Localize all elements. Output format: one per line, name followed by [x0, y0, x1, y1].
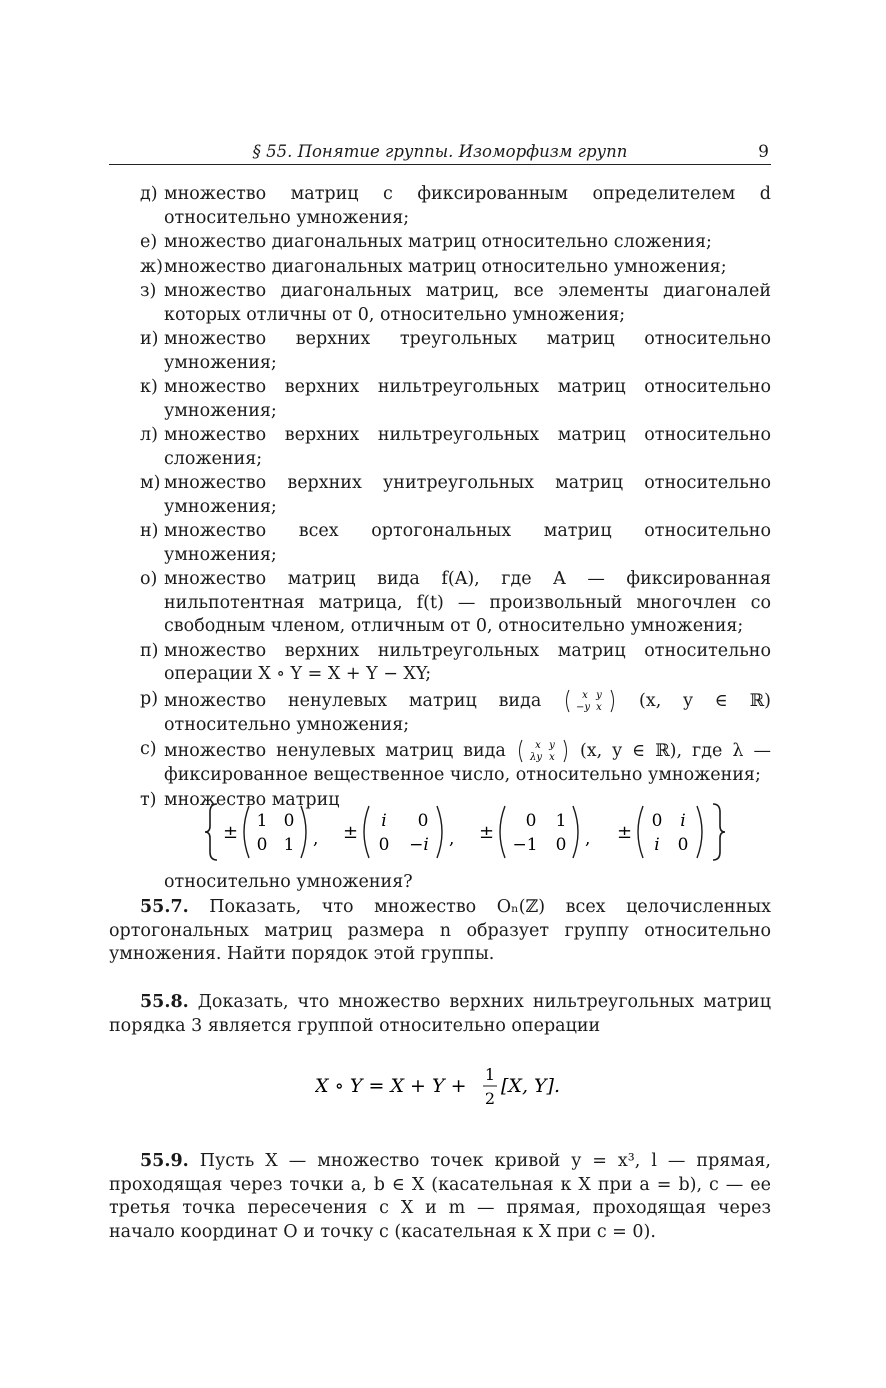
plus-minus-sign: ±	[343, 822, 359, 843]
small-matrix	[563, 688, 617, 714]
item-text: множество матриц вида f(A), где A — фиксированная нильпотентная матрица, f(t) — произвольный многочлен со свободным членом, отличным от 0, относительно умножения;	[164, 569, 771, 636]
item-marker: и)	[140, 329, 159, 349]
matrix-entry: 0	[651, 811, 663, 831]
matrix-entry: x	[582, 689, 588, 701]
running-title: § 55. Понятие группы. Изоморфизм групп	[252, 142, 628, 161]
list-item	[140, 738, 771, 788]
operation-formula	[315, 1062, 575, 1112]
item-marker: к)	[140, 377, 158, 397]
item-marker: т)	[140, 789, 157, 810]
list-item	[140, 472, 771, 519]
item-marker: р)	[140, 688, 159, 709]
item-text: множество верхних нильтреугольных матриц относительно операции X ∘ Y = X + Y − XY;	[164, 640, 771, 684]
item-marker: п)	[140, 640, 159, 661]
matrix-entry: y	[596, 689, 602, 701]
matrix-entry: 1	[256, 811, 268, 831]
matrix-entry: 0	[283, 811, 295, 831]
item-marker: с)	[140, 739, 157, 759]
formula-rhs: [X, Y].	[501, 1075, 561, 1097]
matrix-entry: 1	[555, 811, 567, 831]
matrix-entry: 1	[283, 835, 295, 855]
list-item	[140, 568, 771, 639]
plus-minus-sign: ±	[617, 822, 633, 843]
matrix-entry: i	[381, 811, 387, 831]
matrix-entry: 0	[555, 835, 567, 855]
item-text: множество верхних нильтреугольных матриц относительно сложения;	[164, 425, 771, 469]
right-brace	[713, 804, 725, 860]
matrix-set-formula	[205, 800, 725, 864]
matrix-entry: 0	[417, 811, 429, 831]
matrix-entry: 0	[256, 835, 268, 855]
problem-number: 55.8.	[140, 992, 189, 1012]
item-text: множество верхних треугольных матриц относительно умножения;	[164, 329, 771, 373]
matrix-entry: −y	[576, 701, 591, 713]
item-marker: о)	[140, 569, 158, 589]
item-text: множество верхних нильтреугольных матриц относительно умножения;	[164, 377, 771, 421]
matrix-entry: −i	[409, 835, 429, 855]
problem-text: Показать, что множество Oₙ(ℤ) всех целочисленных ортогональных матриц размера n образует группу относительно умножения. Найти порядок этой группы.	[109, 897, 771, 964]
small-matrix	[516, 738, 570, 764]
item-text: множество диагональных матриц, все элементы диагоналей которых отличны от 0, относительно умножения;	[164, 281, 771, 325]
set-conclusion: относительно умножения?	[164, 872, 413, 892]
problem-55-7	[109, 896, 771, 967]
item-text: (x, y ∈ ℝ), где λ — фиксированное вещественное число, относительно умножения;	[164, 741, 771, 785]
plus-minus-sign: ±	[479, 822, 495, 843]
problem-55-8	[109, 991, 771, 1038]
list-item	[140, 183, 771, 230]
list-item	[140, 280, 771, 327]
left-brace	[205, 804, 217, 860]
list-item	[140, 520, 771, 567]
matrix-entry: 0	[525, 811, 537, 831]
svg-text:,: ,	[585, 829, 591, 849]
matrix-entry: i	[680, 811, 686, 831]
item-text: множество верхних унитреугольных матриц относительно умножения;	[164, 473, 771, 517]
fraction-denominator: 2	[484, 1089, 496, 1108]
matrix-entry: x	[535, 740, 541, 751]
matrix-entry: 0	[378, 835, 390, 855]
list-item	[140, 328, 771, 375]
item-marker: д)	[140, 184, 158, 204]
list-item	[140, 256, 771, 280]
problem-text: Доказать, что множество верхних нильтреугольных матриц порядка 3 является группой относительно операции	[109, 992, 771, 1036]
page-number: 9	[758, 142, 769, 162]
problem-text: Пусть X — множество точек кривой y = x³, l — прямая, проходящая через точки a, b ∈ X (касательная к X при a = b), c — ее третья точка пересечения с X и m — прямая, проходящая через начало координат O и точку c (касательная к X при c = 0).	[109, 1151, 771, 1242]
list-item	[140, 640, 771, 687]
item-marker: е)	[140, 232, 158, 252]
list-item	[140, 231, 771, 255]
list-item	[140, 424, 771, 471]
item-text: (x, y ∈ ℝ) относительно умножения;	[164, 690, 771, 735]
item-text: множество ненулевых матриц вида	[164, 741, 506, 761]
exercise-list	[140, 183, 771, 813]
item-marker: н)	[140, 521, 159, 541]
plus-minus-sign: ±	[223, 822, 239, 843]
item-text: множество ненулевых матриц вида	[164, 690, 542, 711]
item-text: множество матриц с фиксированным определителем d относительно умножения;	[164, 184, 771, 228]
item-text: множество всех ортогональных матриц относительно умножения;	[164, 521, 771, 565]
list-item	[140, 376, 771, 423]
formula-lhs: X ∘ Y = X + Y +	[315, 1075, 467, 1097]
matrix-entry: x	[596, 701, 602, 713]
running-header	[109, 142, 771, 165]
matrix-entry: −1	[512, 835, 538, 855]
svg-text:,: ,	[313, 829, 319, 849]
item-marker: м)	[140, 473, 161, 493]
matrix-entry: 0	[677, 835, 689, 855]
item-marker: ж)	[140, 256, 163, 277]
item-marker: л)	[140, 425, 158, 445]
item-text: множество диагональных матриц относительно сложения;	[164, 232, 712, 252]
matrix-entry: λy	[529, 752, 542, 763]
matrix-entry: x	[549, 752, 555, 763]
item-text: множество матриц	[164, 789, 340, 810]
problem-number: 55.9.	[140, 1151, 189, 1171]
svg-text:,: ,	[449, 829, 455, 849]
matrix-entry: i	[654, 835, 660, 855]
fraction-numerator: 1	[484, 1065, 496, 1084]
problem-number: 55.7.	[140, 897, 189, 917]
item-text: множество диагональных матриц относительно умножения;	[164, 256, 727, 277]
list-item	[140, 688, 771, 738]
item-marker: з)	[140, 281, 157, 301]
matrix-entry: y	[549, 740, 555, 751]
problem-55-9	[109, 1150, 771, 1244]
